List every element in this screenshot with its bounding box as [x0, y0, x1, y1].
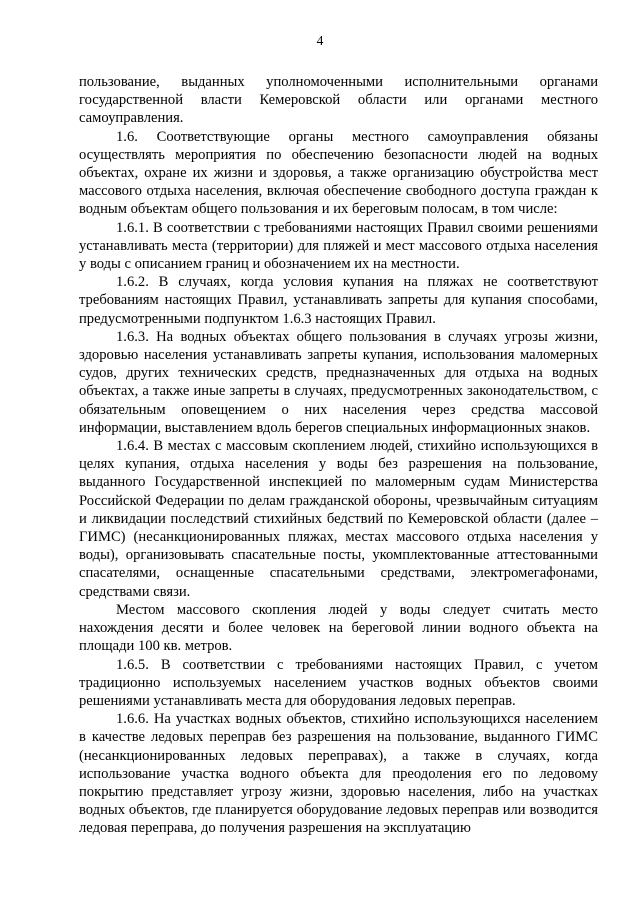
- paragraph-1-6-3: 1.6.3. На водных объектах общего пользования в случаях угрозы жизни, здоровью населения устанавливать запреты купания, использования маломерных судов, других технических средств, предназначенных для отдыха на водных объектах, а также иные запреты в случаях, предусмотренных законодательством, с обязательным оповещением о них населения через средства массовой информации, выставлением вдоль берегов специальных информационных знаков.: [79, 328, 598, 436]
- paragraph-1-6-1: 1.6.1. В соответствии с требованиями настоящих Правил своими решениями устанавливать места (территории) для пляжей и мест массового отдыха населения у воды с описанием границ и обозначением их на местности.: [79, 219, 598, 273]
- paragraph-1-6-5: 1.6.5. В соответствии с требованиями настоящих Правил, с учетом традиционно используемых населением участков водных объектов своими решениями устанавливать места для оборудования ледовых переправ.: [79, 656, 598, 709]
- paragraph-1-6-4: 1.6.4. В местах с массовым скоплением людей, стихийно использующихся в целях купания, отдыха населения у воды без разрешения на пользование, выданного Государственной инспекцией по маломерным судам Министерства Российской Федерации по делам гражданской обороны, чрезвычайным ситуациям и ликвидации последствий стихийных бедствий по Кемеровской области (далее – ГИМС) (несанкционированных пляжах, местах массового отдыха населения у воды), организовывать спасательные посты, укомплектованные аттестованными спасателями, оснащенные спасательными средствами, электромегафонами, средствами связи.: [79, 438, 598, 600]
- paragraph-mass-gathering-definition: Местом массового скопления людей у воды следует считать место нахождения десяти и более человек на береговой линии водного объекта на площади 100 кв. метров.: [79, 601, 598, 655]
- document-body: [79, 73, 598, 838]
- paragraph-continuation: пользование, выданных уполномоченными исполнительными органами государственной власти Кемеровской области или органами местного самоуправления.: [79, 74, 598, 127]
- page-number: 4: [316, 33, 324, 48]
- paragraph-1-6-6: 1.6.6. На участках водных объектов, стихийно использующихся населением в качестве ледовых переправ без разрешения на пользование, выданного ГИМС (несанкционированных ледовых переправах), а также в случаях, когда использование участка водного объекта для преодоления его по ледовому покрытию представляет угрозу жизни, здоровью населения, либо на участках водных объектов, где планируется оборудование ледовых переправ или возводится ледовая переправа, до получения разрешения на эксплуатацию: [79, 711, 598, 837]
- paragraph-1-6-2: 1.6.2. В случаях, когда условия купания на пляжах не соответствуют требованиям настоящих Правил, устанавливать запреты для купания способами, предусмотренными подпунктом 1.6.3 настоящих Правил.: [79, 274, 598, 327]
- paragraph-1-6: 1.6. Соответствующие органы местного самоуправления обязаны осуществлять мероприятия по обеспечению безопасности людей на водных объектах, охране их жизни и здоровья, а также организацию обустройства мест массового отдыха населения, включая обеспечение свободного доступа граждан к водным объектам общего пользования и их береговым полосам, в том числе:: [79, 128, 598, 218]
